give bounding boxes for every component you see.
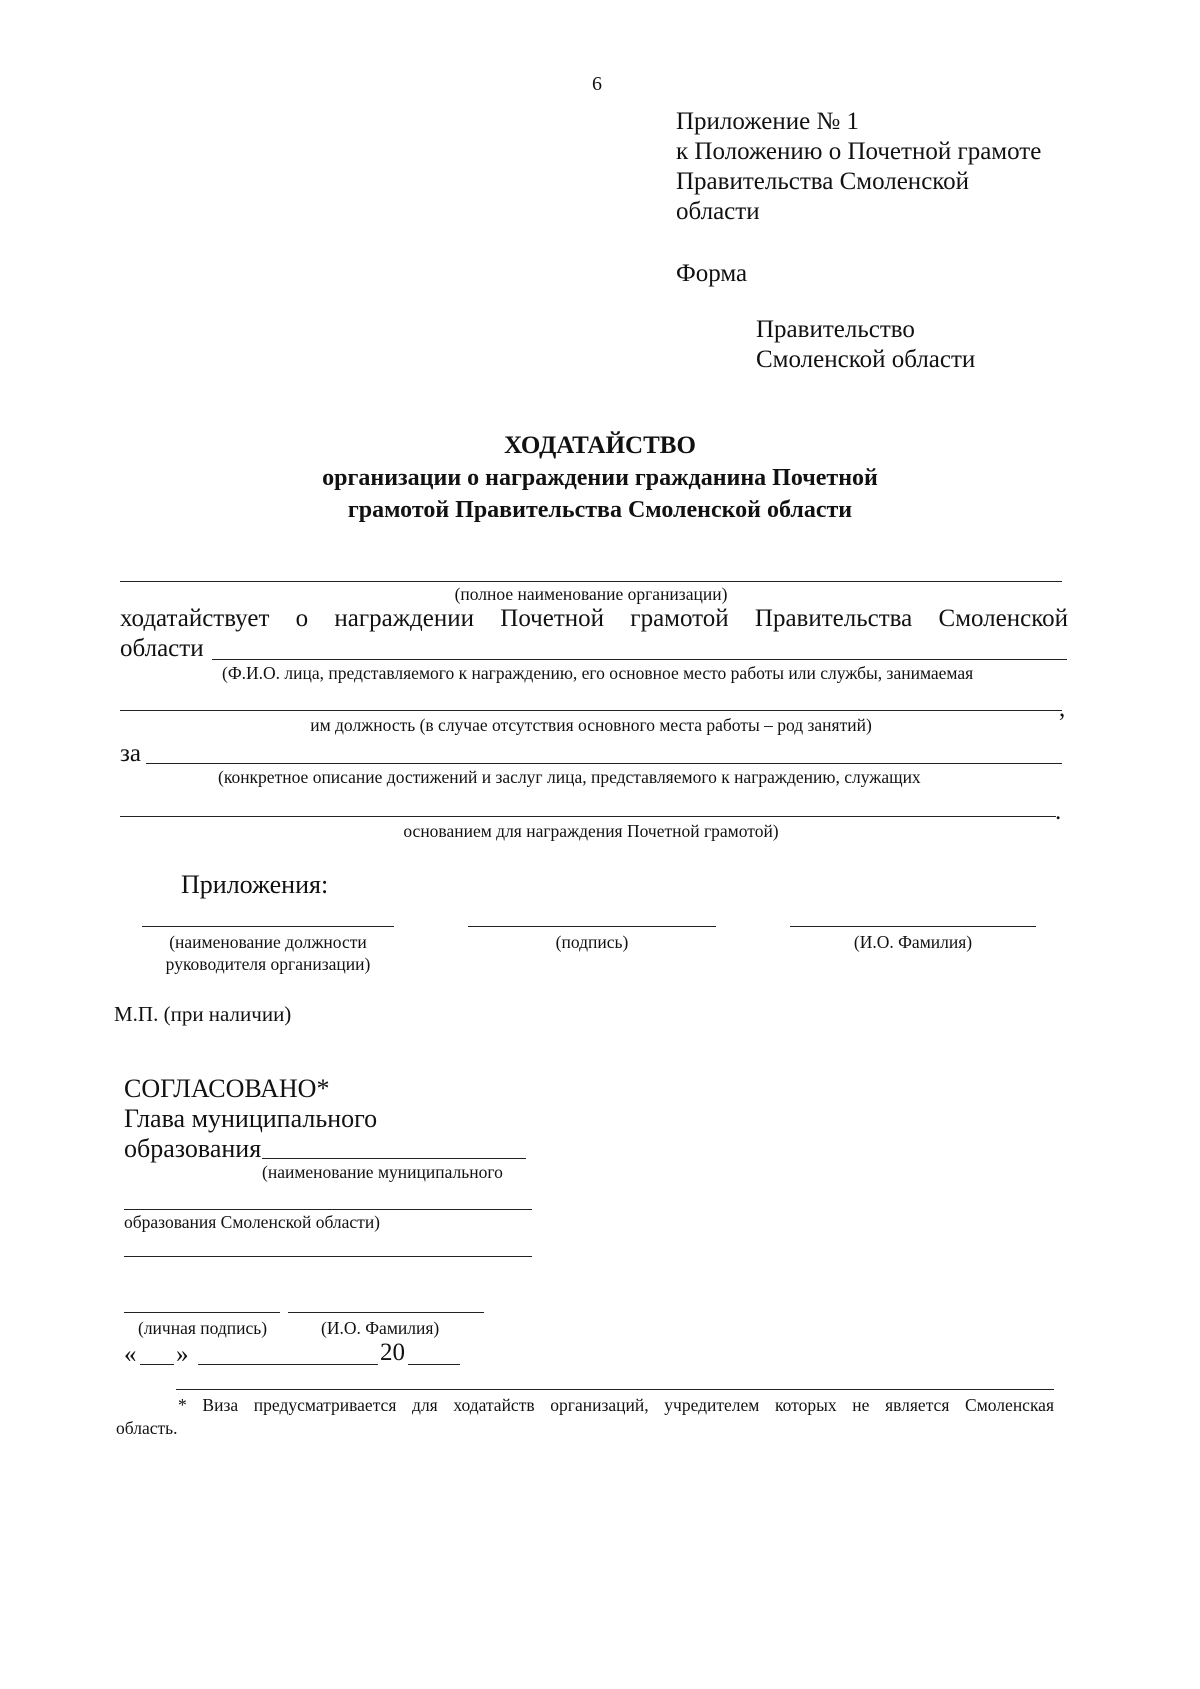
manager-name-hint: (И.О. Фамилия) — [853, 932, 973, 952]
basis-hint: основанием для награждения Почетной грамотой) — [403, 821, 779, 841]
appendix-line-4: области — [676, 198, 760, 225]
date-year-line[interactable] — [408, 1364, 460, 1365]
date-year-prefix: 20 — [380, 1339, 405, 1366]
personal-signature-line[interactable] — [124, 1312, 280, 1313]
petition-line-1: ходатайствует о награждении Почетной грамотой Правительства Смоленской — [120, 605, 1068, 632]
basis-line-period: . — [1055, 798, 1062, 825]
approval-line-1: Глава муниципального — [124, 1104, 378, 1133]
approver-name-hint: (И.О. Фамилия) — [321, 1318, 440, 1338]
municipality-line[interactable] — [262, 1158, 526, 1159]
organization-name-line[interactable] — [120, 581, 1062, 582]
title-line-2: организации о награждении гражданина Почетной — [322, 465, 878, 491]
footnote-line-2: область. — [116, 1418, 178, 1438]
organization-name-hint: (полное наименование организации) — [454, 584, 728, 604]
personal-signature-hint: (личная подпись) — [138, 1318, 268, 1338]
title-line-1: ХОДАТАЙСТВО — [504, 432, 696, 459]
page-number: 6 — [592, 73, 602, 95]
manager-position-hint-1: (наименование должности — [169, 932, 367, 952]
merits-hint: (конкретное описание достижений и заслуг лица, представляемого к награждению, служащих — [218, 767, 921, 787]
municipality-line-2[interactable] — [124, 1209, 532, 1210]
addressee-line-1: Правительство — [756, 316, 915, 343]
manager-position-line[interactable] — [142, 926, 394, 927]
for-label: за — [120, 740, 141, 767]
appendix-line-3: Правительства Смоленской — [676, 168, 970, 195]
signature-hint: (подпись) — [555, 932, 629, 952]
position-line[interactable] — [120, 710, 1062, 711]
date-month-line[interactable] — [198, 1364, 378, 1365]
date-open-quote: « — [124, 1341, 137, 1368]
title-line-3: грамотой Правительства Смоленской области — [347, 497, 853, 523]
stamp-label: М.П. (при наличии) — [114, 1002, 292, 1026]
appendix-line-1: Приложение № 1 — [676, 108, 860, 135]
attachments-label: Приложения: — [181, 870, 329, 899]
municipality-line-3[interactable] — [124, 1256, 532, 1257]
appendix-line-2: к Положению о Почетной грамоте — [676, 138, 1042, 165]
signature-line[interactable] — [468, 926, 716, 927]
manager-position-hint-2: руководителя организации) — [165, 954, 371, 974]
municipality-hint: (наименование муниципального — [262, 1162, 503, 1182]
approval-line-2: образования — [124, 1134, 262, 1163]
manager-name-line[interactable] — [790, 926, 1036, 927]
form-label: Форма — [676, 260, 748, 287]
approval-title: СОГЛАСОВАНО* — [124, 1074, 330, 1103]
position-hint: им должность (в случае отсутствия основного места работы – род занятий) — [310, 715, 872, 735]
addressee-line-2: Смоленской области — [756, 346, 976, 373]
nominee-hint: (Ф.И.О. лица, представляемого к награждению, его основное место работы или службы, занимаемая — [222, 663, 974, 683]
date-close-quote: » — [176, 1341, 189, 1368]
merits-line[interactable] — [146, 763, 1062, 764]
footnote-separator — [176, 1389, 1054, 1390]
nominee-line[interactable] — [212, 659, 1067, 660]
region-hint: образования Смоленской области) — [124, 1212, 381, 1232]
basis-line[interactable] — [120, 816, 1056, 817]
approver-name-line[interactable] — [288, 1312, 484, 1313]
date-day-line[interactable] — [140, 1364, 174, 1365]
footnote-line-1: * Виза предусматривается для ходатайств организаций, учредителем которых не является Смоленская — [178, 1395, 1054, 1415]
petition-line-2: области — [120, 635, 204, 662]
position-line-comma: , — [1059, 695, 1066, 722]
